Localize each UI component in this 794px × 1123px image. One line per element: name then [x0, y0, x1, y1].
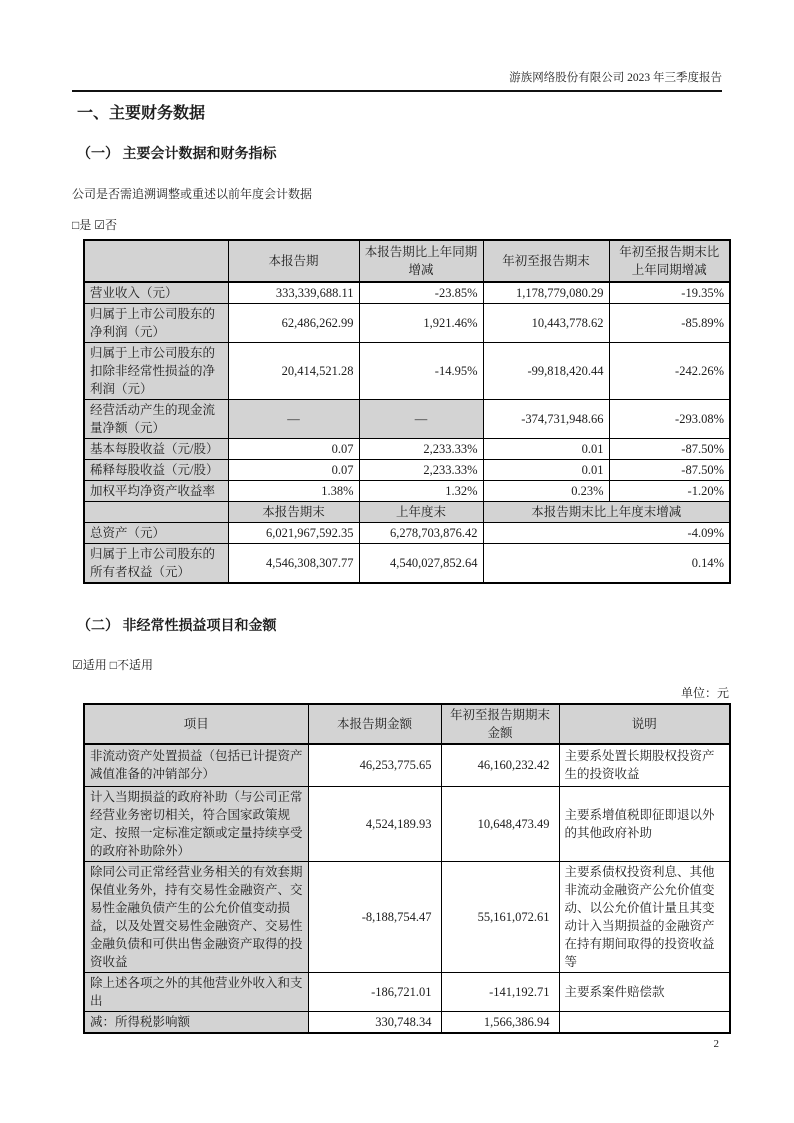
row-label: 除同公司正常经营业务相关的有效套期保值业务外，持有交易性金融资产、交易性金融负债产生的公允价值变动损益，以及处置交易性金融资产、交易性金融负债和可供出售金融资产取得的投资收益	[84, 861, 308, 972]
col-header: 本报告期金额	[308, 704, 441, 744]
non-recurring-items-table	[83, 703, 731, 1034]
cell-value: 333,339,688.11	[228, 282, 359, 304]
cell-value: 330,748.34	[308, 1011, 441, 1033]
cell-note: 主要系债权投资利息、其他非流动金融资产公允价值变动、以公允价值计量且其变动计入当期损益的金融资产在持有期间取得的投资收益等	[559, 861, 730, 972]
cell-value: 6,278,703,876.42	[359, 523, 483, 544]
cell-value: -14.95%	[359, 343, 483, 400]
row-label: 加权平均净资产收益率	[84, 481, 228, 502]
cell-value: 0.23%	[483, 481, 609, 502]
col-header: 本报告期	[228, 240, 359, 282]
row-label: 营业收入（元）	[84, 282, 228, 304]
table-row	[84, 282, 730, 304]
page-number: 2	[713, 1038, 719, 1050]
restate-question: 公司是否需追溯调整或重述以前年度会计数据	[72, 187, 313, 201]
cell-note: 主要系增值税即征即退以外的其他政府补助	[559, 786, 730, 861]
table-row	[84, 439, 730, 460]
col-header: 项目	[84, 704, 308, 744]
table-row	[84, 460, 730, 481]
row-label: 减：所得税影响额	[84, 1011, 308, 1033]
section-title: 一、主要财务数据	[77, 105, 206, 122]
document-header: 游族网络股份有限公司 2023 年三季度报告	[509, 72, 722, 84]
table-row	[84, 481, 730, 502]
cell-value: -374,731,948.66	[483, 400, 609, 439]
row-label: 非流动资产处置损益（包括已计提资产减值准备的冲销部分）	[84, 744, 308, 786]
cell-value: -99,818,420.44	[483, 343, 609, 400]
empty-header-cell	[84, 240, 228, 282]
cell-value: 4,540,027,852.64	[359, 544, 483, 584]
row-label: 总资产（元）	[84, 523, 228, 544]
table-row	[84, 786, 730, 861]
table-row	[84, 304, 730, 343]
cell-value: 2,233.33%	[359, 439, 483, 460]
table-row	[84, 972, 730, 1011]
cell-value: -4.09%	[483, 523, 730, 544]
table-row	[84, 523, 730, 544]
table-header-row	[84, 704, 730, 744]
cell-value: -293.08%	[609, 400, 730, 439]
cell-value: -8,188,754.47	[308, 861, 441, 972]
cell-value: -1.20%	[609, 481, 730, 502]
col-header: 本报告期比上年同期增减	[359, 240, 483, 282]
table-row	[84, 861, 730, 972]
cell-value: 1.32%	[359, 481, 483, 502]
cell-value: —	[359, 400, 483, 439]
cell-value: 10,443,778.62	[483, 304, 609, 343]
cell-value: 1,178,779,080.29	[483, 282, 609, 304]
row-label: 除上述各项之外的其他营业外收入和支出	[84, 972, 308, 1011]
cell-value: -23.85%	[359, 282, 483, 304]
empty-header-cell	[84, 502, 228, 523]
col-header: 年初至报告期期末金额	[441, 704, 559, 744]
cell-value: 0.01	[483, 460, 609, 481]
key-financial-data-table	[83, 239, 731, 584]
cell-value: 62,486,262.99	[228, 304, 359, 343]
table-subheader-row	[84, 502, 730, 523]
unit-label: 单位：元	[680, 686, 729, 700]
cell-value: 1,566,386.94	[441, 1011, 559, 1033]
row-label: 基本每股收益（元/股）	[84, 439, 228, 460]
cell-value: 46,253,775.65	[308, 744, 441, 786]
table-header-row	[84, 240, 730, 282]
subsection-1-title: （一） 主要会计数据和财务指标	[77, 147, 277, 162]
row-label: 经营活动产生的现金流量净额（元）	[84, 400, 228, 439]
col-header: 本报告期末比上年度末增减	[483, 502, 730, 523]
cell-note	[559, 1011, 730, 1033]
applicable-checkboxes: ☑适用 □不适用	[72, 658, 154, 672]
cell-value: 2,233.33%	[359, 460, 483, 481]
cell-value: -87.50%	[609, 439, 730, 460]
cell-value: 1,921.46%	[359, 304, 483, 343]
cell-value: 4,524,189.93	[308, 786, 441, 861]
cell-value: 0.14%	[483, 544, 730, 584]
table-row	[84, 544, 730, 584]
table-row	[84, 744, 730, 786]
cell-value: -141,192.71	[441, 972, 559, 1011]
col-header: 年初至报告期末比上年同期增减	[609, 240, 730, 282]
row-label: 稀释每股收益（元/股）	[84, 460, 228, 481]
subsection-2-title: （二） 非经常性损益项目和金额	[77, 619, 277, 634]
cell-value: 0.07	[228, 460, 359, 481]
row-label: 归属于上市公司股东的所有者权益（元）	[84, 544, 228, 584]
table-row	[84, 343, 730, 400]
cell-value: -242.26%	[609, 343, 730, 400]
col-header: 年初至报告期末	[483, 240, 609, 282]
cell-value: -87.50%	[609, 460, 730, 481]
cell-note: 主要系案件赔偿款	[559, 972, 730, 1011]
header-rule	[72, 90, 722, 92]
row-label: 归属于上市公司股东的净利润（元）	[84, 304, 228, 343]
col-header: 说明	[559, 704, 730, 744]
cell-value: -85.89%	[609, 304, 730, 343]
restate-checkboxes: □是 ☑否	[72, 218, 118, 232]
table-row	[84, 1011, 730, 1033]
cell-value: 0.07	[228, 439, 359, 460]
col-header: 本报告期末	[228, 502, 359, 523]
cell-value: 55,161,072.61	[441, 861, 559, 972]
cell-value: 0.01	[483, 439, 609, 460]
col-header: 上年度末	[359, 502, 483, 523]
cell-note: 主要系处置长期股权投资产生的投资收益	[559, 744, 730, 786]
cell-value: 46,160,232.42	[441, 744, 559, 786]
cell-value: 1.38%	[228, 481, 359, 502]
cell-value: -19.35%	[609, 282, 730, 304]
cell-value: 6,021,967,592.35	[228, 523, 359, 544]
row-label: 计入当期损益的政府补助（与公司正常经营业务密切相关，符合国家政策规定、按照一定标准定额或定量持续享受的政府补助除外）	[84, 786, 308, 861]
cell-value: 10,648,473.49	[441, 786, 559, 861]
table-row	[84, 400, 730, 439]
cell-value: 4,546,308,307.77	[228, 544, 359, 584]
cell-value: -186,721.01	[308, 972, 441, 1011]
cell-value: —	[228, 400, 359, 439]
row-label: 归属于上市公司股东的扣除非经常性损益的净利润（元）	[84, 343, 228, 400]
cell-value: 20,414,521.28	[228, 343, 359, 400]
